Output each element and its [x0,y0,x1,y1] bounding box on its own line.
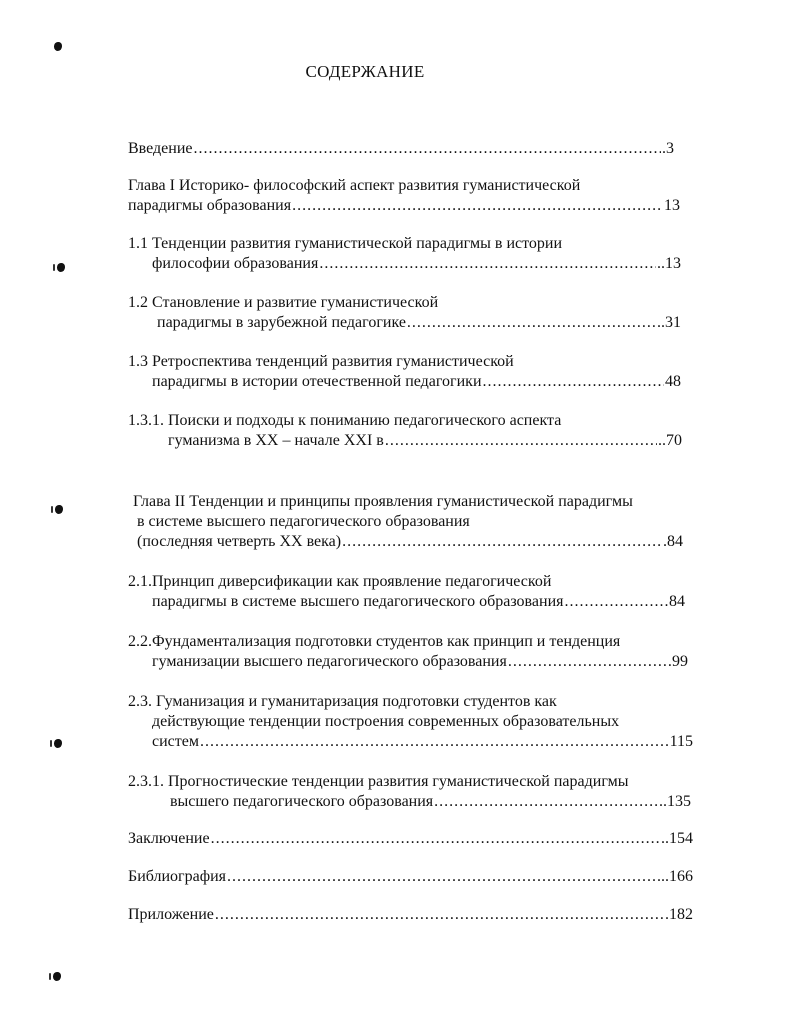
toc-page-number: ..70 [658,432,682,449]
dot-leader [227,867,660,887]
toc-entry-label: парадигмы образования [128,197,292,214]
toc-entry-2-3 [152,732,693,752]
scan-mark-dot [54,739,62,748]
toc-page-number: ..31 [657,314,681,331]
dot-leader [407,313,656,333]
toc-entry-1-3 [152,372,681,392]
toc-entry-bibliography [128,867,693,887]
toc-page-number: 115 [669,733,693,750]
toc-entry-2-2 [152,652,688,672]
toc-entry-conclusion [128,829,693,849]
toc-entry-appendix [128,905,693,925]
dot-leader [319,254,656,274]
toc-entry-2-1-line1: 2.1.Принцип диверсификации как проявление педагогической [128,573,552,590]
toc-entry-label: парадигмы в истории отечественной педагогики [152,373,482,390]
toc-page-number: .3 [662,140,674,157]
toc-entry-2-3-1-line1: 2.3.1. Прогностические тенденции развития гуманистической парадигмы [128,773,629,790]
toc-entry-2-3-line2: действующие тенденции построения современных образовательных [152,713,620,730]
toc-page-number: 48 [665,373,681,390]
toc-entry-1-3-1 [168,431,682,451]
dot-leader [292,196,663,216]
toc-entry-chapter2-line2: в системе высшего педагогического образования [137,513,470,530]
toc-page-number: ..154 [661,830,693,847]
scan-mark-dot [55,505,63,514]
toc-entry-label: Приложение [128,906,214,923]
dot-leader [342,532,662,552]
toc-entry-1-1-line1: 1.1 Тенденции развития гуманистической парадигмы в истории [128,235,563,252]
toc-entry-label: высшего педагогического образования [170,793,434,810]
toc-page-number: 13 [664,197,680,214]
toc-entry-1-1 [152,254,681,274]
dot-leader [194,139,662,159]
dot-leader [434,792,658,812]
toc-page-number: .84 [663,533,683,550]
toc-page-number: ..166 [661,868,693,885]
toc-entry-label: (последняя четверть XX века) [137,533,342,550]
toc-entry-label: гуманизма в XX – начале XXI в [168,432,384,449]
dot-leader [483,372,664,392]
dot-leader [200,732,669,752]
toc-entry-1-3-line1: 1.3 Ретроспектива тенденций развития гуманистической [128,353,514,370]
toc-entry-chapter2 [137,532,683,552]
toc-entry-1-2-line1: 1.2 Становление и развитие гуманистической [128,294,439,311]
toc-entry-2-3-1 [170,792,691,812]
toc-page-number: ..13 [657,255,681,272]
toc-entry-chapter2-line1: Глава II Тенденции и принципы проявления гуманистической парадигмы [133,493,633,510]
toc-entry-label: систем [152,733,199,750]
toc-entry-2-1 [152,592,685,612]
dot-leader [215,905,664,925]
toc-entry-chapter1 [128,196,680,216]
toc-entry-label: Заключение [128,830,210,847]
page-title: СОДЕРЖАНИЕ [305,62,425,81]
toc-entry-label: Библиография [128,868,226,885]
toc-page-number: 99 [672,653,688,670]
scan-mark-dot [57,263,65,272]
dot-leader [508,652,671,672]
dot-leader [564,592,668,612]
dot-leader [211,829,660,849]
dot-leader [385,431,657,451]
scan-mark-dot [53,972,61,981]
toc-entry-label: гуманизации высшего педагогического образования [152,653,507,670]
toc-entry-label: парадигмы в зарубежной педагогике [157,314,406,331]
toc-entry-chapter1-line1: Глава I Историко- философский аспект развития гуманистической [128,177,581,194]
toc-entry-2-2-line1: 2.2.Фундаментализация подготовки студентов как принцип и тенденция [128,633,621,650]
toc-entry-label: философии образования [152,255,319,272]
toc-entry-intro [128,139,674,159]
scan-mark-dot [54,42,62,51]
toc-entry-label: Введение [128,140,193,157]
toc-entry-1-2 [157,313,681,333]
toc-entry-2-3-line1: 2.3. Гуманизация и гуманитаризация подготовки студентов как [128,693,557,710]
toc-page-number: ..135 [659,793,691,810]
toc-page-number: 84 [669,593,685,610]
toc-entry-label: парадигмы в системе высшего педагогического образования [152,593,564,610]
toc-entry-1-3-1-line1: 1.3.1. Поиски и подходы к пониманию педагогического аспекта [128,412,562,429]
toc-page-number: .182 [665,906,693,923]
